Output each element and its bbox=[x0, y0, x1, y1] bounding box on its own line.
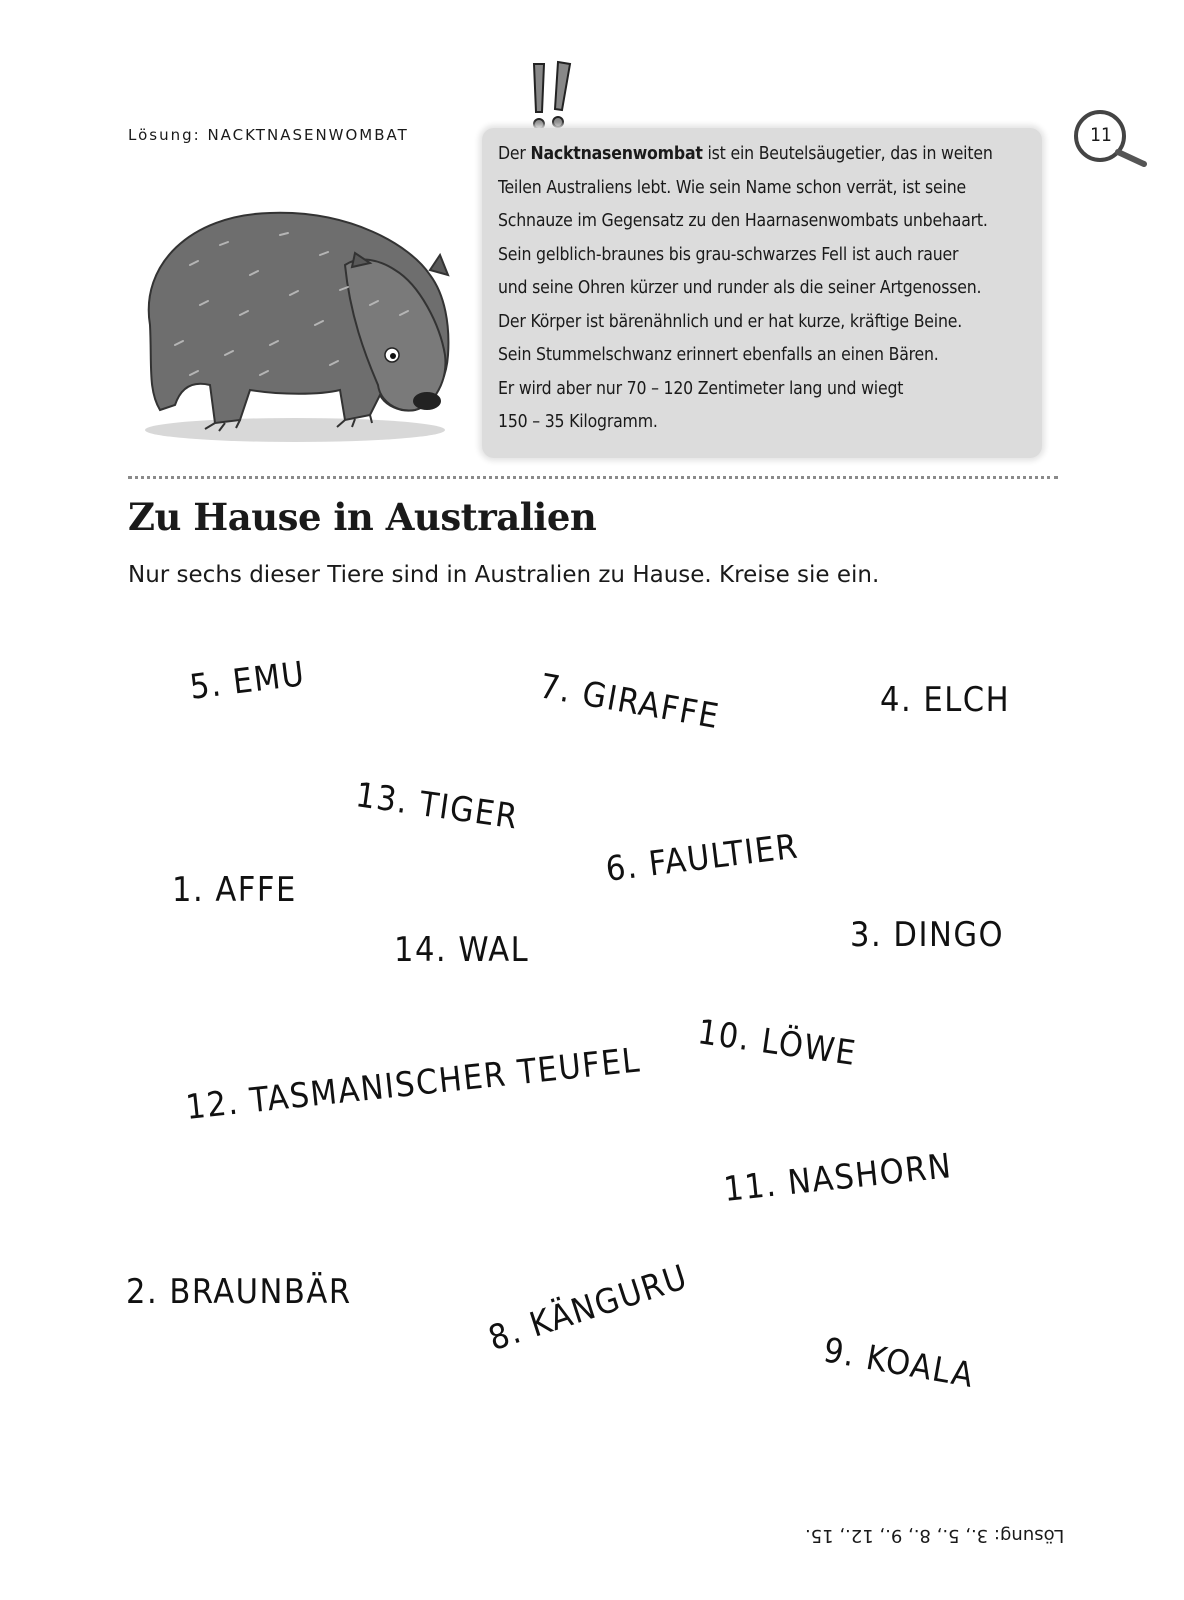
animal-label[interactable]: 6. FAULTIER bbox=[603, 826, 801, 890]
animal-label[interactable]: 5. EMU bbox=[187, 654, 308, 708]
info-line: ist ein Beutelsäugetier, das in weiten bbox=[702, 144, 993, 164]
wombat-illustration bbox=[130, 205, 455, 450]
solution-footer: Lösung: 3., 5., 8., 9., 12., 15. bbox=[805, 1525, 1065, 1546]
animal-label[interactable]: 1. AFFE bbox=[172, 870, 297, 910]
info-line: Sein gelblich-braunes bis grau-schwarzes Fell ist auch rauer bbox=[498, 244, 959, 265]
divider bbox=[128, 476, 1058, 479]
info-line: Sein Stummelschwanz erinnert ebenfalls an einen Bären. bbox=[498, 345, 939, 365]
section-title: Zu Hause in Australien bbox=[128, 495, 597, 539]
animal-label[interactable]: 12. TASMANISCHER TEUFEL bbox=[183, 1040, 643, 1128]
info-line: Er wird aber nur 70 – 120 Zentimeter lang und wiegt bbox=[498, 378, 904, 399]
info-box bbox=[482, 128, 1042, 458]
animal-label[interactable]: 8. KÄNGURU bbox=[483, 1257, 693, 1360]
info-line: 150 – 35 Kilogramm. bbox=[498, 412, 658, 432]
info-line: Schnauze im Gegensatz zu den Haarnasenwombats unbehaart. bbox=[498, 211, 988, 231]
animal-label[interactable]: 2. BRAUNBÄR bbox=[126, 1272, 352, 1312]
solution-label: Lösung: NACKTNASENWOMBAT bbox=[128, 126, 409, 144]
animal-label[interactable]: 9. KOALA bbox=[820, 1330, 978, 1397]
info-line: Der Körper ist bärenähnlich und er hat kurze, kräftige Beine. bbox=[498, 311, 963, 332]
animal-label[interactable]: 10. LÖWE bbox=[695, 1012, 860, 1075]
animal-label[interactable]: 11. NASHORN bbox=[721, 1146, 955, 1210]
info-term: Nacktnasenwombat bbox=[530, 144, 703, 164]
animal-label[interactable]: 7. GIRAFFE bbox=[536, 666, 723, 738]
animal-label[interactable]: 3. DINGO bbox=[850, 915, 1005, 955]
info-line: Der bbox=[498, 144, 531, 164]
animal-label[interactable]: 14. WAL bbox=[394, 930, 530, 970]
info-text bbox=[498, 138, 1028, 440]
page-number: 11 bbox=[1090, 124, 1112, 146]
animal-label[interactable]: 4. ELCH bbox=[880, 680, 1011, 720]
info-line: und seine Ohren kürzer und runder als die seiner Artgenossen. bbox=[498, 278, 982, 298]
instruction-text: Nur sechs dieser Tiere sind in Australien zu Hause. Kreise sie ein. bbox=[128, 562, 880, 588]
animal-label[interactable]: 13. TIGER bbox=[353, 775, 522, 838]
info-line: Teilen Australiens lebt. Wie sein Name schon verrät, ist seine bbox=[498, 177, 966, 198]
